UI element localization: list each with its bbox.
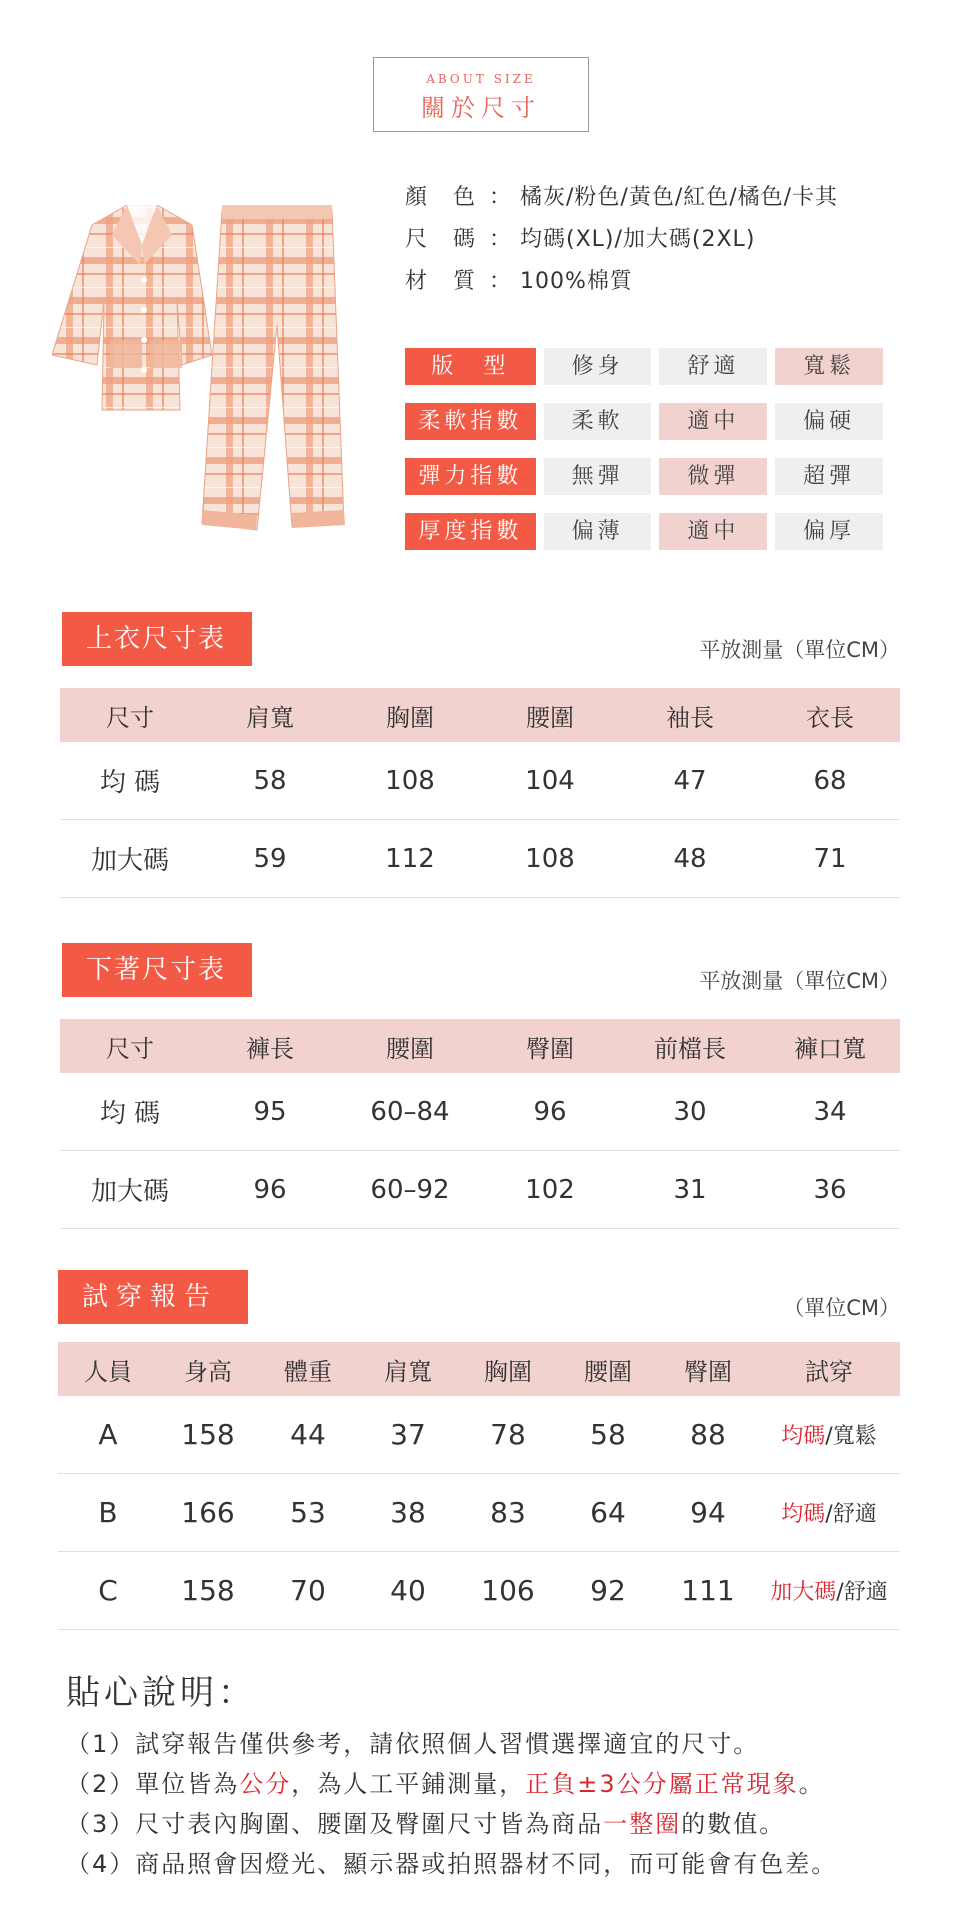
top-table-unit: 平放測量（單位CM） [699,638,900,662]
about-size-en: ABOUT SIZE [426,72,536,86]
table-row: B 166 53 38 83 64 94 均碼/舒適 [58,1474,900,1552]
spec-size: 尺 碼 ： 均碼(XL)/加大碼(2XL) [405,227,756,252]
spec-size-value: 均碼(XL)/加大碼(2XL) [520,227,756,252]
rating-fit: 版 型 修身 舒適 寬鬆 [405,348,883,385]
table-row: C 158 70 40 106 92 111 加大碼/舒適 [58,1552,900,1630]
spec-color: 顏 色 ： 橘灰/粉色/黃色/紅色/橘色/卡其 [405,185,839,210]
top-table-title: 上衣尺寸表 [62,612,252,666]
spec-material-value: 100%棉質 [520,269,633,294]
note-3: （3）尺寸表內胸圍、腰圍及臀圍尺寸皆為商品一整圈的數值。 [66,1810,786,1838]
bottom-table-unit: 平放測量（單位CM） [699,969,900,993]
spec-color-value: 橘灰/粉色/黃色/紅色/橘色/卡其 [520,185,839,210]
table-row: A 158 44 37 78 58 88 均碼/寬鬆 [58,1396,900,1474]
table-row: 加大碼 96 60–92 102 31 36 [60,1151,900,1229]
bottom-size-table [60,1019,900,1229]
note-1: （1）試穿報告僅供參考，請依照個人習慣選擇適宜的尺寸。 [66,1730,760,1758]
notes-section [66,1665,926,1884]
bottom-table-title: 下著尺寸表 [62,943,252,997]
table-header: 尺寸 肩寬 胸圍 腰圍 袖長 衣長 [60,688,900,742]
table-row: 均 碼 95 60–84 96 30 34 [60,1073,900,1151]
note-2: （2）單位皆為公分，為人工平鋪測量，正負±3公分屬正常現象。 [66,1770,825,1798]
rating-elasticity: 彈力指數 無彈 微彈 超彈 [405,458,883,495]
trial-table-title: 試穿報告 [58,1270,248,1324]
trial-report-table [58,1342,900,1630]
note-4: （4）商品照會因燈光、顯示器或拍照器材不同，而可能會有色差。 [66,1850,838,1878]
table-row: 均 碼 58 108 104 47 68 [60,742,900,820]
about-size-zh: 關於尺寸 [421,94,541,122]
about-size-header [373,57,589,132]
table-header: 人員 身高 體重 肩寬 胸圍 腰圍 臀圍 試穿 [58,1342,900,1396]
pajama-product-image [52,205,362,550]
spec-material: 材 質 ： 100%棉質 [405,269,633,294]
rating-thickness: 厚度指數 偏薄 適中 偏厚 [405,513,883,550]
notes-title: 貼心說明： [66,1673,256,1713]
table-row: 加大碼 59 112 108 48 71 [60,820,900,898]
table-header: 尺寸 褲長 腰圍 臀圍 前檔長 褲口寬 [60,1019,900,1073]
trial-table-unit: （單位CM） [783,1296,900,1320]
rating-softness: 柔軟指數 柔軟 適中 偏硬 [405,403,883,440]
top-size-table [60,688,900,898]
rating-grid [405,348,883,568]
